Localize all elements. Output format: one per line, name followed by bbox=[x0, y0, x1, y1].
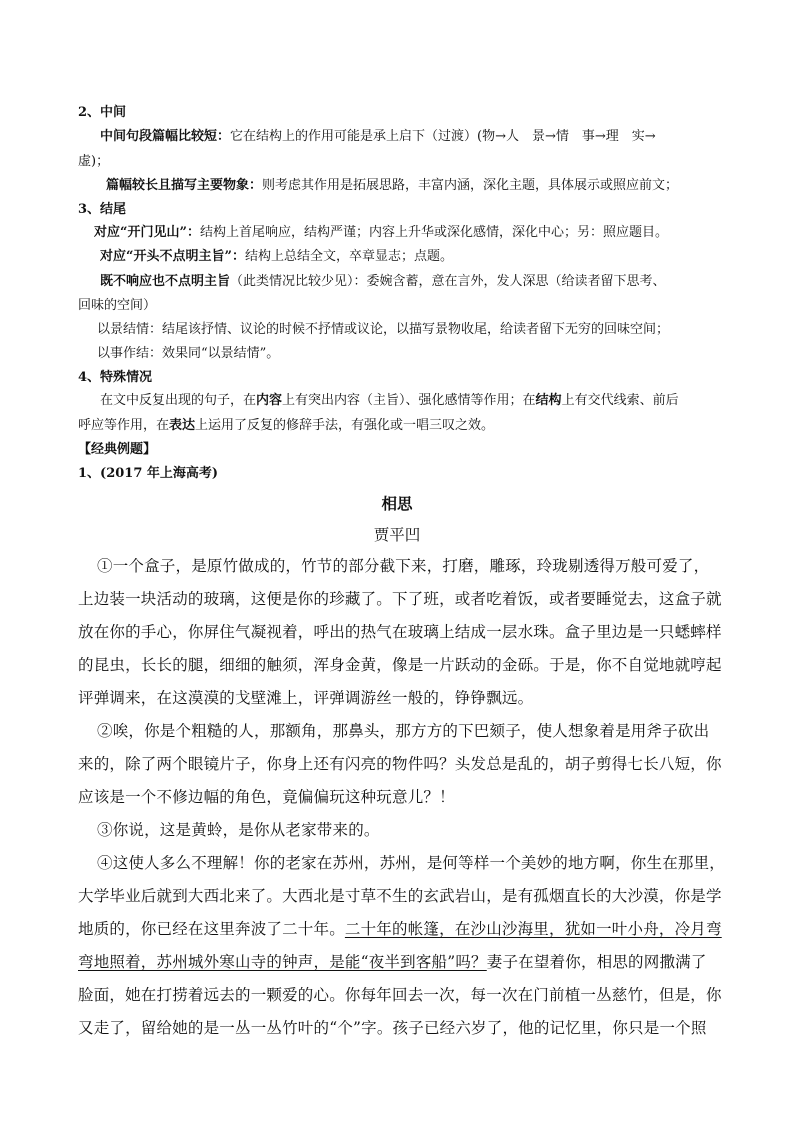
underlined-sentence: 二十年的帐篷，在沙山沙海里，犹如一叶小舟，冷月弯 bbox=[344, 920, 722, 938]
essay-p3-line-1: ③你说，这是黄蛉，是你从老家带来的。 bbox=[97, 821, 380, 839]
section-4-line-1 bbox=[100, 389, 679, 408]
section-2-heading: 2、中间 bbox=[78, 105, 127, 120]
section-3-text: 结构上总结全文，卒章显志；点题。 bbox=[244, 249, 453, 264]
section-4-term-expression: 表达 bbox=[169, 418, 196, 433]
section-3-heading: 3、结尾 bbox=[78, 202, 127, 217]
section-4-line-2 bbox=[78, 414, 494, 433]
essay-title: 相思 bbox=[381, 494, 413, 513]
section-4-text: 在文中反复出现的句子，在 bbox=[100, 393, 257, 408]
section-3-text: （此类情况比较少见）：委婉含蓄，意在言外，发人深思（给读者留下思考、 bbox=[230, 274, 666, 289]
section-3-line-6: 以事作结：效果同“以景结情”。 bbox=[97, 346, 280, 361]
essay-p4-line-6: 又走了，留给她的是一丛一丛竹叶的“个”字。孩子已经六岁了，他的记忆里，你只是一个照 bbox=[78, 1019, 707, 1037]
examples-heading: 【经典例题】 bbox=[78, 442, 157, 457]
essay-p1-line-2: 上边装一块活动的玻璃，这便是你的珍藏了。下了班，或者吃着饭，或者要睡觉去，这盒子就 bbox=[78, 590, 722, 608]
essay-p2-line-1: ②唉，你是个粗糙的人，那额角，那鼻头，那方方的下巴颏子，使人想象着是用斧子砍出 bbox=[97, 722, 710, 740]
section-3-term-unstated: 对应“开头不点明主旨”： bbox=[100, 249, 245, 264]
section-2-text: 则考虑其作用是拓展思路，丰富内涵，深化主题，具体展示或照应前文； bbox=[262, 178, 679, 193]
section-4-text: 呼应等作用，在 bbox=[78, 418, 170, 433]
essay-p1-line-5: 评弹调来，在这漠漠的戈壁滩上，评弹调游丝一般的，铮铮飘远。 bbox=[78, 689, 534, 707]
essay-p2-line-2: 来的，除了两个眼镜片子，你身上还有闪亮的物件吗？头发总是乱的，胡子剪得七长八短，你 bbox=[78, 755, 722, 773]
essay-p4-line-2: 大学毕业后就到大西北来了。大西北是寸草不生的玄武岩山，是有孤烟直长的大沙漠，你是学 bbox=[78, 887, 722, 905]
essay-p4-line-3 bbox=[78, 917, 722, 939]
essay-p4-line-5: 脸面，她在打捞着远去的一颗爱的心。你每年回去一次，每一次在门前植一丛慈竹，但是，你 bbox=[78, 986, 722, 1004]
essay-text: 地质的，你已经在这里奔波了二十年。 bbox=[78, 920, 345, 938]
section-2-line-3 bbox=[106, 174, 678, 193]
essay-p2-line-3: 应该是一个不修边幅的角色，竟偏偏玩这种玩意儿？！ bbox=[78, 788, 455, 806]
essay-p4-line-4 bbox=[78, 950, 707, 972]
section-3-term-neither: 既不响应也不点明主旨 bbox=[100, 274, 231, 289]
example-1-source: 1、(2017 年上海高考) bbox=[78, 466, 219, 481]
section-3-text: 结构上首尾响应，结构严谨；内容上升华或深化感情，深化中心；另：照应题目。 bbox=[199, 225, 668, 240]
section-3-line-4: 回味的空间） bbox=[78, 298, 157, 313]
section-3-term-open: 对应“开门见山”： bbox=[94, 225, 200, 240]
section-3-line-3 bbox=[100, 270, 666, 289]
section-2-text: 它在结构上的作用可能是承上启下（过渡）(物→人 景→情 事→理 实→ bbox=[230, 129, 656, 144]
section-4-heading: 4、特殊情况 bbox=[78, 370, 153, 385]
section-4-term-content: 内容 bbox=[256, 393, 283, 408]
essay-p1-line-1: ①一个盒子，是原竹做成的，竹节的部分截下来，打磨，雕琢，玲珑剔透得万般可爱了， bbox=[97, 557, 710, 575]
section-2-term-long: 篇幅较长且描写主要物象： bbox=[106, 178, 263, 193]
section-3-line-2 bbox=[100, 245, 453, 264]
section-2-line-1 bbox=[100, 125, 656, 144]
essay-p1-line-3: 放在你的手心，你屏住气凝视着，呼出的热气在玻璃上结成一层水珠。盒子里边是一只蟋蟀样 bbox=[78, 623, 722, 641]
essay-author: 贾平凹 bbox=[373, 526, 421, 544]
essay-p1-line-4: 的昆虫，长长的腿，细细的触须，浑身金黄，像是一片跃动的金砾。于是，你不自觉地就哼起 bbox=[78, 656, 722, 674]
essay-p4-line-1: ④这使人多么不理解！你的老家在苏州，苏州，是何等样一个美妙的地方啊，你生在那里， bbox=[97, 854, 726, 872]
section-4-text: 上有突出内容（主旨）、强化感情等作用；在 bbox=[282, 393, 536, 408]
section-2-line-2: 虚)； bbox=[78, 154, 110, 169]
section-3-line-1 bbox=[94, 221, 668, 240]
essay-text: 妻子在望着你，相思的网撒满了 bbox=[486, 953, 707, 971]
underlined-sentence: 弯地照着，苏州城外寒山寺的钟声，是能“夜半到客船”吗？ bbox=[78, 953, 487, 971]
section-4-term-structure: 结构 bbox=[535, 393, 562, 408]
section-4-text: 上有交代线索、前后 bbox=[561, 393, 679, 408]
section-3-line-5: 以景结情：结尾该抒情、议论的时候不抒情或议论，以描写景物收尾，给读者留下无穷的回味空间； bbox=[97, 322, 670, 337]
section-4-text: 上运用了反复的修辞手法，有强化或一唱三叹之效。 bbox=[195, 418, 495, 433]
section-2-term-short: 中间句段篇幅比较短： bbox=[100, 129, 231, 144]
